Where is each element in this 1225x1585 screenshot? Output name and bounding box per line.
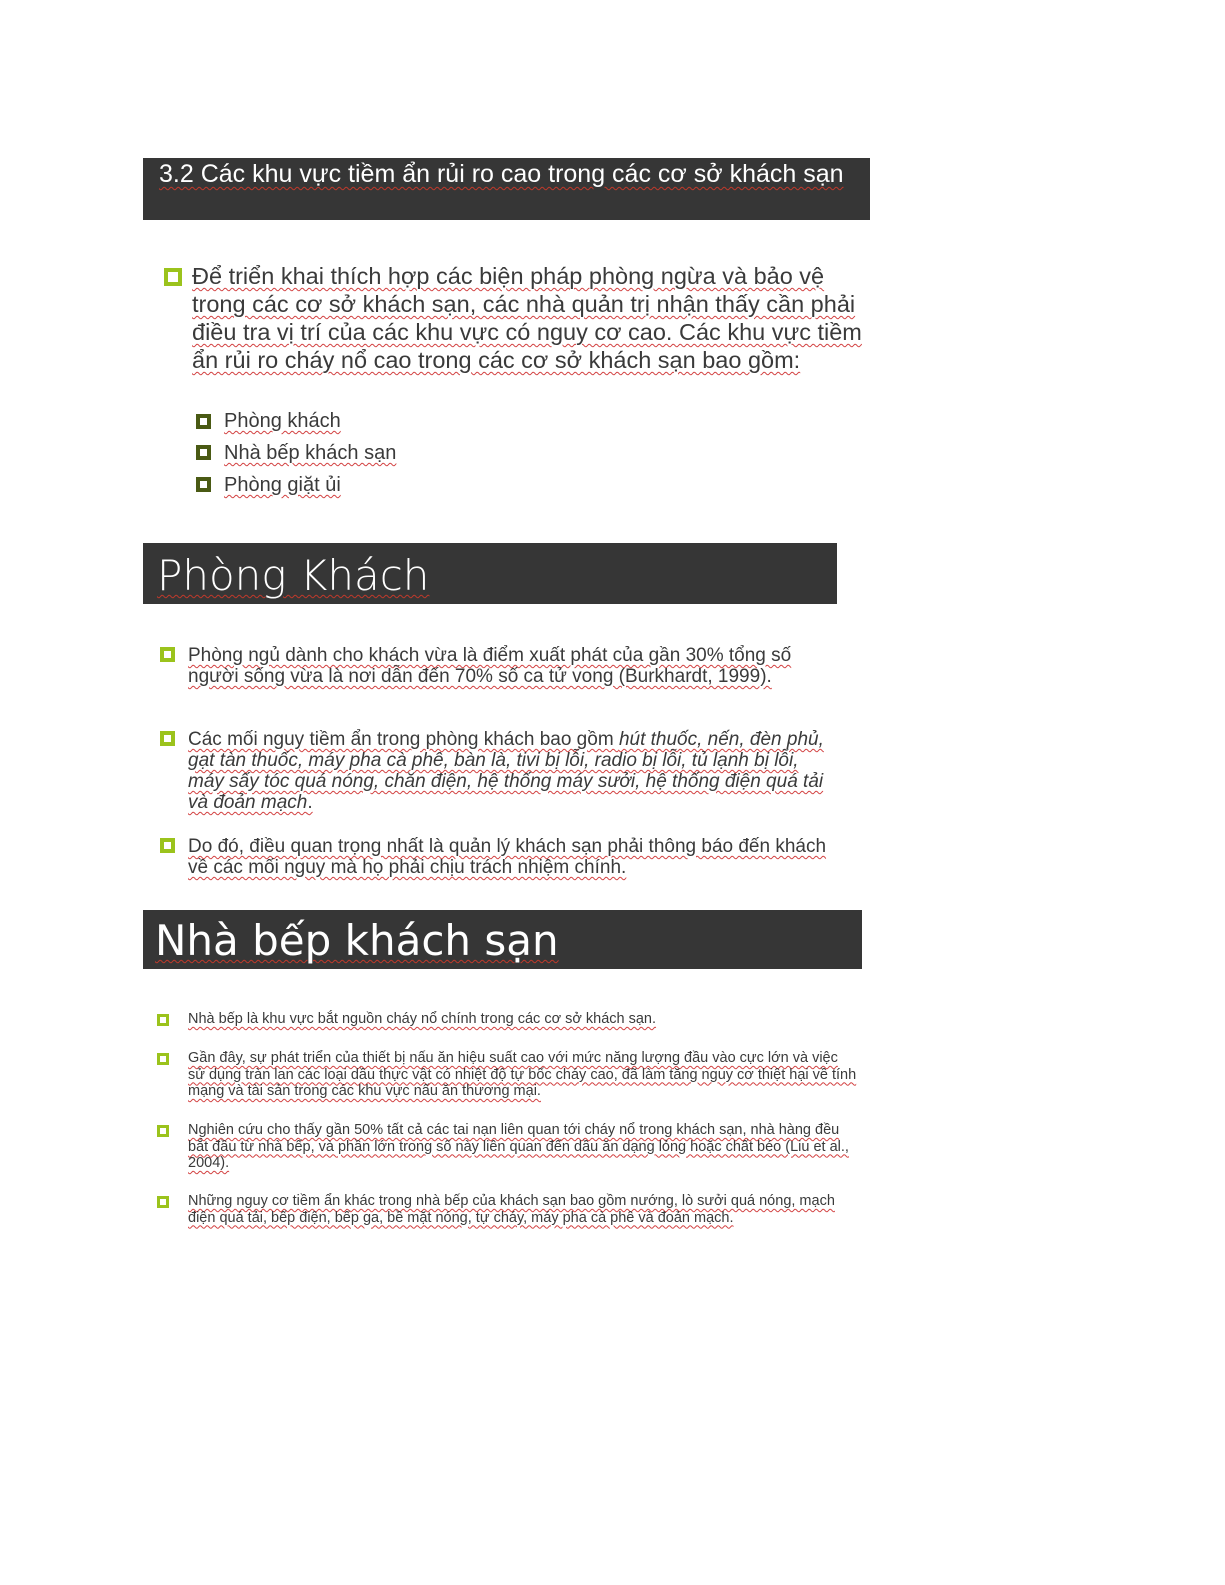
bullet-paragraph: Phòng ngủ dành cho khách vừa là điểm xuất phát của gần 30% tổng số người sống vừa là nơi dẫn đến 70% số ca tử vong (Burkhardt, 1999). [188,645,792,687]
bullet-lead: Các mối nguy tiềm ẩn trong phòng khách bao gồm [188,729,619,750]
square-bullet-icon [157,1125,169,1137]
intro-paragraph: Để triển khai thích hợp các biện pháp phòng ngừa và bảo vệ trong các cơ sở khách sạn, các nhà quản trị nhận thấy cần phải điều tra vị trí của các khu vực có nguy cơ cao. Các khu vực tiềm ẩn rủi ro cháy nổ cao trong các cơ sở khách sạn bao gồm: [192,263,862,373]
square-bullet-icon [160,647,175,662]
list-item: Phòng khách [224,410,341,432]
list-item: Phòng giặt ủi [224,474,341,496]
section-heading-hotel-kitchen [143,910,862,969]
bullet-end: . [307,792,313,813]
square-bullet-icon [196,445,211,460]
square-bullet-icon [164,268,182,286]
square-bullet-icon [196,477,211,492]
section-heading-text: Phòng Khách [157,551,430,600]
square-bullet-icon [196,414,211,429]
square-bullet-icon [160,731,175,746]
square-bullet-icon [157,1196,169,1208]
bullet-paragraph: Nghiên cứu cho thấy gần 50% tất cả các tai nạn liên quan tới cháy nổ trong khách sạn, nhà hàng đều bắt đầu từ nhà bếp, và phần lớn trong số này liên quan đến dầu ăn dạng lỏng hoặc chất béo (Liu et al., 2004). [188,1122,849,1171]
section-heading-risk-areas [143,158,870,220]
bullet-paragraph: Những nguy cơ tiềm ẩn khác trong nhà bếp của khách sạn bao gồm nướng, lò sưởi quá nóng, mạch điện quá tải, bếp điện, bếp ga, bề mặt nóng, tự cháy, máy pha cà phê và đoản mạch. [188,1193,835,1226]
section-heading-text: Nhà bếp khách sạn [155,916,559,965]
section-heading-guest-room [143,543,837,604]
bullet-paragraph: Do đó, điều quan trọng nhất là quản lý khách sạn phải thông báo đến khách về các mối nguy mà họ phải chịu trách nhiệm chính. [188,836,827,878]
section-heading-text: 3.2 Các khu vực tiềm ẩn rủi ro cao trong các cơ sở khách sạn [159,160,844,188]
square-bullet-icon [157,1014,169,1026]
hazard-list: hút thuốc, nến, đèn phủ, gạt tàn thuốc, máy pha cà phê, bàn là, tivi bị lỗi, radio bị lỗi, tủ lạnh bị lỗi, máy sấy tóc quá nóng, chăn điện, hệ thống máy sưởi, hệ thống điện quá tải và đoản mạch [188,729,824,813]
square-bullet-icon [157,1053,169,1065]
bullet-paragraph: Gần đây, sự phát triển của thiết bị nấu ăn hiệu suất cao với mức năng lượng đầu vào cực lớn và việc sử dụng tràn lan các loại dầu thực vật có nhiệt độ tự bốc cháy cao, đã làm tăng nguy cơ thiệt hại về tính mạng và tài sản trong các khu vực nấu ăn thương mại. [188,1050,857,1099]
square-bullet-icon [160,838,175,853]
bullet-paragraph: Nhà bếp là khu vực bắt nguồn cháy nổ chính trong các cơ sở khách sạn. [188,1011,657,1027]
bullet-paragraph [188,729,838,813]
list-item: Nhà bếp khách sạn [224,442,397,464]
